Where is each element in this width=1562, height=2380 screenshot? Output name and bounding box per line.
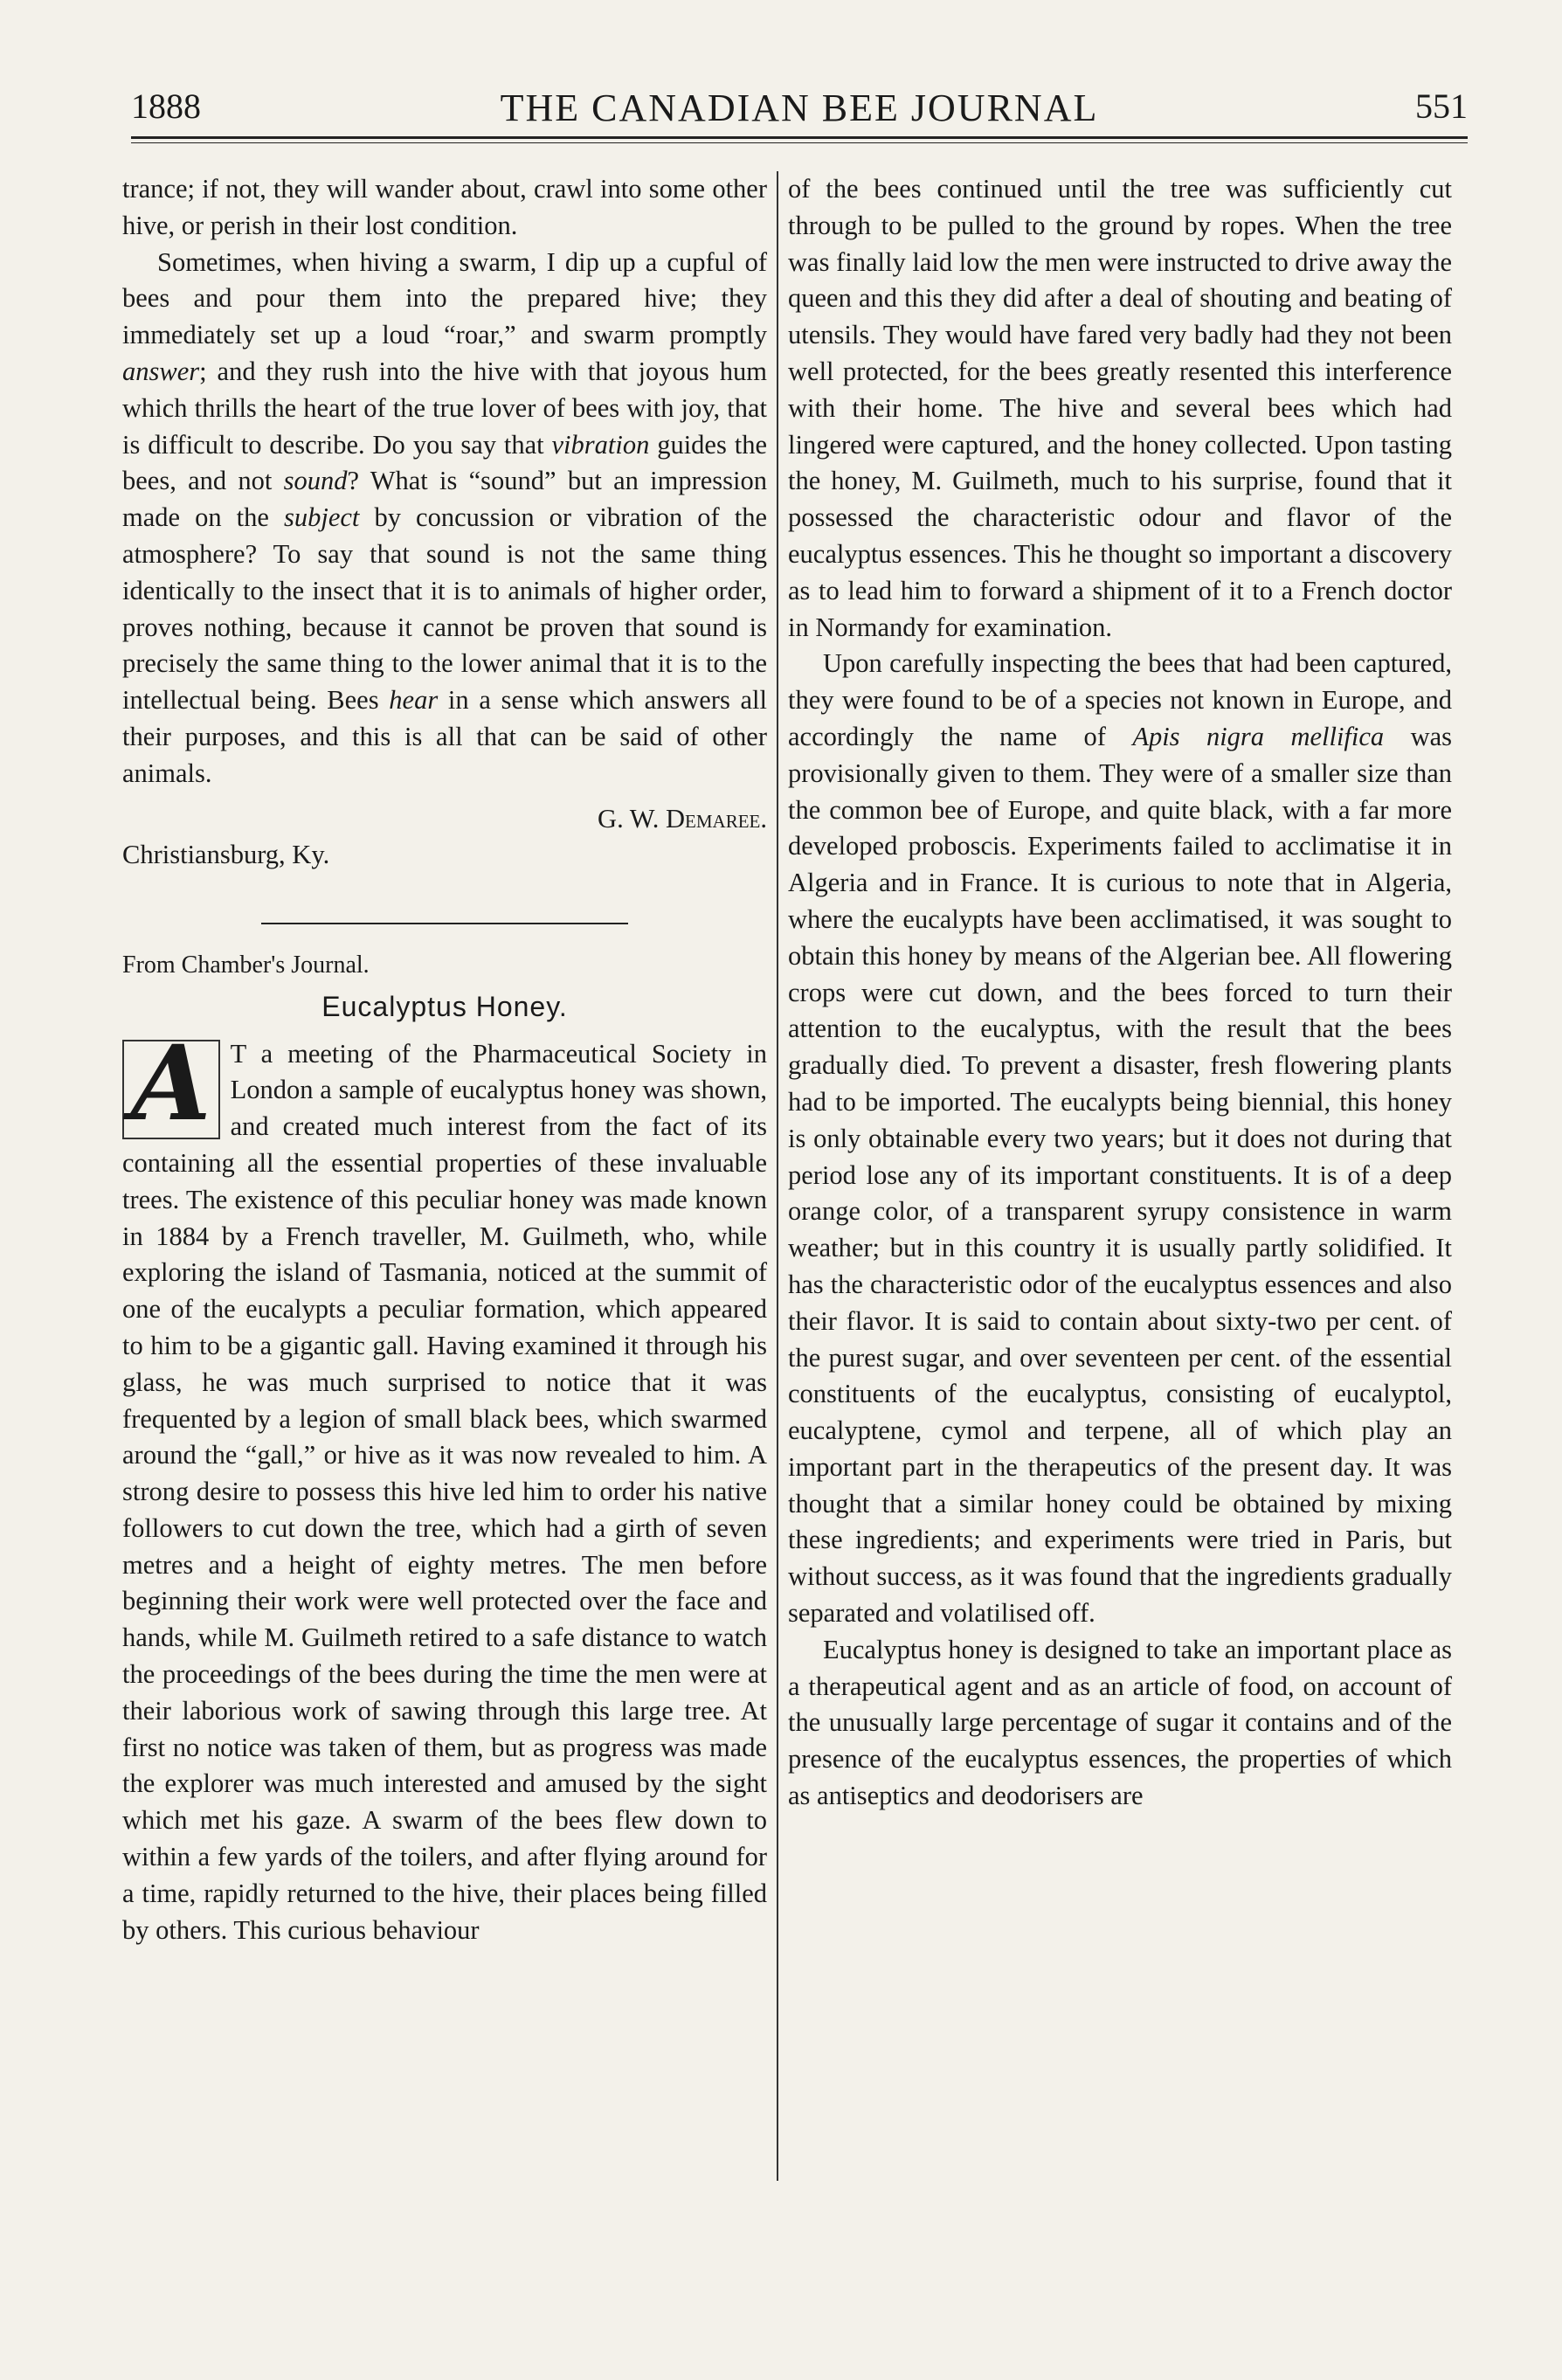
page-number: 551 (1415, 86, 1468, 126)
paragraph: A T a meeting of the Pharmaceutical Society in London a sample of eucalyptus honey was shown, and created much interest from the fact of its containing all the essential properties of these invaluable trees. The existence of this peculiar honey was made known in 1884 by a French traveller, M. Guilmeth, who, while exploring the island of Tasmania, noticed at the summit of one of the eucalypts a peculiar formation, which appeared to him to be a gigantic gall. Having examined it through his glass, he was much surprised to notice that it was frequented by a legion of small black bees, which swarmed around the “gall,” or hive as it was now revealed to him. A strong desire to possess this hive led him to order his native followers to cut down the tree, which had a girth of seven metres and a height of eighty metres. The men before beginning their work were well protected over the face and hands, while M. Guilmeth retired to a safe distance to watch the proceedings of the bees during the time the men were at their laborious work of sawing through this large tree. At first no notice was taken of them, but as progress was made the explorer was much interested and amused by the sight which met his gaze. A swarm of the bees flew down to within a few yards of the toilers, and after flying around for a time, rapidly returned to the hive, their places being filled by others. This curious behaviour (122, 1021, 767, 1945)
paragraph: trance; if not, they will wander about, crawl into some other hive, or perish in their lost condition. (122, 174, 767, 240)
article-title: Eucalyptus Honey. (321, 990, 568, 1022)
journal-title: THE CANADIAN BEE JOURNAL (500, 86, 1099, 129)
paragraph: of the bees continued until the tree was sufficiently cut through to be pulled to the ground by ropes. When the tree was finally laid low the men were instructed to drive away the queen and this they did after a deal of shouting and beating of utensils. They would have fared very badly had they not been well protected, for the bees greatly resented this interference with their home. The hive and several bees which had lingered were captured, and the honey collected. Upon tasting the honey, M. Guilmeth, much to his surprise, found that it possessed the characteristic odour and flavor of the eucalyptus essences. This he thought so important a discovery as to lead him to forward a shipment of it to a French doctor in Normandy for examination. (788, 174, 1452, 642)
section-divider (122, 900, 767, 937)
author-signature: G. W. Demaree. (598, 803, 767, 834)
right-column (788, 171, 1452, 1815)
drop-cap: A (122, 1040, 220, 1139)
paragraph: Eucalyptus honey is designed to take an important place as a therapeutical agent and as an article of food, on account of the unusually large percentage of sugar it contains and of the presence of the eucalyptus essences, the properties of which as antiseptics and deodorisers are (788, 1634, 1452, 1811)
source-credit: From Chamber's Journal. (122, 951, 370, 979)
header-rule (131, 136, 1468, 139)
page-header (131, 80, 1468, 135)
column-divider (777, 171, 778, 2181)
paragraph: Sometimes, when hiving a swarm, I dip up a cupful of bees and pour them into the prepared hive; they immediately set up a loud “roar,” and swarm promptly answer; and they rush into the hive with that joyous hum which thrills the heart of the true lover of bees with joy, that is difficult to describe. Do you say that vibration guides the bees, and not sound? What is “sound” but an impression made on the subject by concussion or vibration of the atmosphere? To say that sound is not the same thing identically to the insect that it is to animals of higher order, proves nothing, because it cannot be proven that sound is precisely the same thing to the lower animal that it is to the intellectual being. Bees hear in a sense which answers all their purposes, and this is all that can be said of other animals. (122, 246, 768, 788)
header-rule-thin (131, 142, 1468, 143)
author-location: Christiansburg, Ky. (122, 840, 330, 870)
header-year: 1888 (131, 86, 201, 126)
paragraph: Upon carefully inspecting the bees that had been captured, they were found to be of a species not known in Europe, and accordingly the name of Apis nigra mellifica was provisionally given to them. They were of a smaller size than the common bee of Europe, and quite black, with a far more developed proboscis. Experiments failed to acclimatise it in Algeria and in France. It is curious to note that in Algeria, where the eucalypts have been acclimatised, it was sought to obtain this honey by means of the Algerian bee. All flowering crops were cut down, and the bees forced to turn their attention to the eucalyptus, with the result that the bees gradually died. To prevent a disaster, fresh flowering plants had to be imported. The eucalypts being biennial, this honey is only obtainable every two years; but it does not during that period lose any of its important constituents. It is of a deep orange color, of a transparent syrupy consistence in warm weather; but in this country it is usually partly solidified. It has the characteristic odor of the eucalyptus essences and also their flavor. It is said to contain about sixty-two per cent. of the purest sugar, and over seventeen per cent. of the essential constituents of the eucalyptus, consisting of eucalyptol, eucalyptene, cymol and terpene, all of which play an important part in the therapeutics of the present day. It was thought that a similar honey could be obtained by mixing these ingredients; and experiments were tried in Paris, but without success, as it was found that the ingredients gradually separated and volatilised off. (788, 648, 1453, 1629)
left-column (122, 171, 767, 1948)
